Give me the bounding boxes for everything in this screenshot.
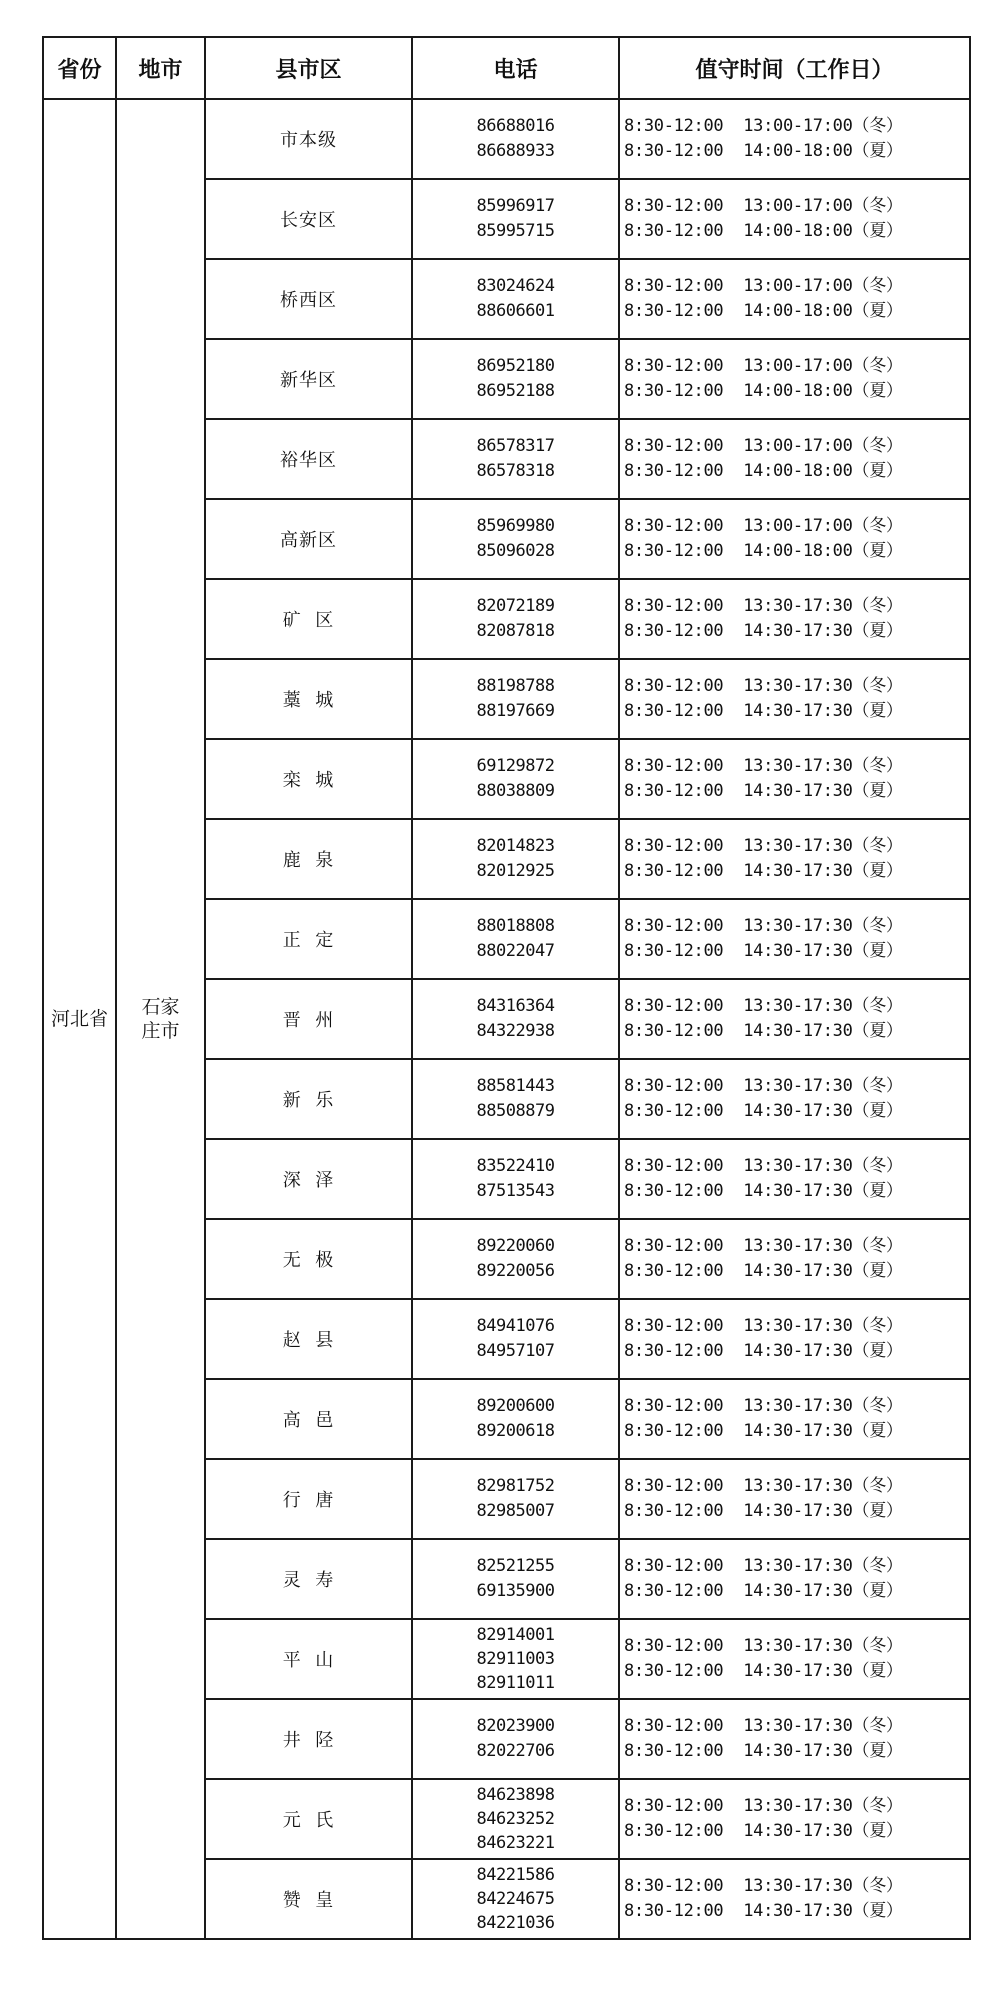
hours-cell xyxy=(619,979,970,1059)
hours-cell xyxy=(619,419,970,499)
phone-number: 88038809 xyxy=(476,781,555,801)
phone-cell xyxy=(412,1859,619,1939)
winter-hours: 8:30-12:00 13:30-17:30（冬） xyxy=(624,1476,903,1496)
phone-number: 82023900 xyxy=(476,1716,555,1736)
phone-number: 88581443 xyxy=(476,1076,555,1096)
phone-number: 84224675 xyxy=(476,1889,555,1909)
phone-number: 83522410 xyxy=(476,1156,555,1176)
header-province: 省份 xyxy=(43,37,116,99)
county-cell: 新华区 xyxy=(205,339,412,419)
winter-hours: 8:30-12:00 13:30-17:30（冬） xyxy=(624,916,903,936)
county-cell: 长安区 xyxy=(205,179,412,259)
phone-cell xyxy=(412,739,619,819)
hours-cell xyxy=(619,1379,970,1459)
phone-number: 84623221 xyxy=(476,1833,555,1853)
winter-hours: 8:30-12:00 13:00-17:00（冬） xyxy=(624,436,903,456)
phone-number: 82914001 xyxy=(476,1625,555,1645)
summer-hours: 8:30-12:00 14:30-17:30（夏） xyxy=(624,1581,903,1601)
header-city: 地市 xyxy=(116,37,205,99)
winter-hours: 8:30-12:00 13:30-17:30（冬） xyxy=(624,1076,903,1096)
summer-hours: 8:30-12:00 14:30-17:30（夏） xyxy=(624,701,903,721)
phone-number: 69129872 xyxy=(476,756,555,776)
phone-number: 85096028 xyxy=(476,541,555,561)
summer-hours: 8:30-12:00 14:30-17:30（夏） xyxy=(624,1181,903,1201)
phone-number: 86688933 xyxy=(476,141,555,161)
summer-hours: 8:30-12:00 14:30-17:30（夏） xyxy=(624,621,903,641)
county-cell: 赵 县 xyxy=(205,1299,412,1379)
summer-hours: 8:30-12:00 14:00-18:00（夏） xyxy=(624,381,903,401)
phone-cell xyxy=(412,99,619,179)
phone-number: 86578318 xyxy=(476,461,555,481)
hours-cell xyxy=(619,99,970,179)
summer-hours: 8:30-12:00 14:30-17:30（夏） xyxy=(624,1341,903,1361)
phone-cell xyxy=(412,499,619,579)
phone-number: 84221036 xyxy=(476,1913,555,1933)
duty-schedule-sheet xyxy=(42,36,969,1956)
winter-hours: 8:30-12:00 13:00-17:00（冬） xyxy=(624,516,903,536)
phone-number: 82981752 xyxy=(476,1476,555,1496)
phone-number: 84322938 xyxy=(476,1021,555,1041)
county-cell: 平 山 xyxy=(205,1619,412,1699)
phone-cell xyxy=(412,1779,619,1859)
phone-cell xyxy=(412,1059,619,1139)
phone-number: 86688016 xyxy=(476,116,555,136)
county-cell: 灵 寿 xyxy=(205,1539,412,1619)
phone-cell xyxy=(412,1379,619,1459)
phone-number: 84316364 xyxy=(476,996,555,1016)
duty-table xyxy=(42,36,971,1940)
phone-number: 89220056 xyxy=(476,1261,555,1281)
phone-number: 88198788 xyxy=(476,676,555,696)
phone-number: 82012925 xyxy=(476,861,555,881)
phone-cell xyxy=(412,579,619,659)
phone-cell xyxy=(412,899,619,979)
header-row xyxy=(43,37,970,99)
phone-number: 84941076 xyxy=(476,1316,555,1336)
hours-cell xyxy=(619,179,970,259)
phone-number: 84623898 xyxy=(476,1785,555,1805)
summer-hours: 8:30-12:00 14:00-18:00（夏） xyxy=(624,301,903,321)
phone-cell xyxy=(412,979,619,1059)
city-cell xyxy=(116,99,205,1939)
phone-cell xyxy=(412,1699,619,1779)
phone-number: 85996917 xyxy=(476,196,555,216)
county-cell: 正 定 xyxy=(205,899,412,979)
summer-hours: 8:30-12:00 14:00-18:00（夏） xyxy=(624,221,903,241)
phone-number: 82911003 xyxy=(476,1649,555,1669)
winter-hours: 8:30-12:00 13:00-17:00（冬） xyxy=(624,116,903,136)
header-hours: 值守时间（工作日） xyxy=(619,37,970,99)
phone-number: 84623252 xyxy=(476,1809,555,1829)
county-cell: 新 乐 xyxy=(205,1059,412,1139)
phone-number: 82985007 xyxy=(476,1501,555,1521)
summer-hours: 8:30-12:00 14:00-18:00（夏） xyxy=(624,461,903,481)
summer-hours: 8:30-12:00 14:30-17:30（夏） xyxy=(624,1901,903,1921)
winter-hours: 8:30-12:00 13:00-17:00（冬） xyxy=(624,196,903,216)
winter-hours: 8:30-12:00 13:30-17:30（冬） xyxy=(624,1716,903,1736)
county-cell: 矿 区 xyxy=(205,579,412,659)
hours-cell xyxy=(619,1539,970,1619)
winter-hours: 8:30-12:00 13:30-17:30（冬） xyxy=(624,596,903,616)
phone-cell xyxy=(412,179,619,259)
summer-hours: 8:30-12:00 14:00-18:00（夏） xyxy=(624,141,903,161)
phone-number: 88508879 xyxy=(476,1101,555,1121)
summer-hours: 8:30-12:00 14:30-17:30（夏） xyxy=(624,1501,903,1521)
phone-cell xyxy=(412,1299,619,1379)
county-cell: 鹿 泉 xyxy=(205,819,412,899)
phone-number: 82087818 xyxy=(476,621,555,641)
hours-cell xyxy=(619,1619,970,1699)
phone-number: 87513543 xyxy=(476,1181,555,1201)
county-cell: 栾 城 xyxy=(205,739,412,819)
summer-hours: 8:30-12:00 14:30-17:30（夏） xyxy=(624,1821,903,1841)
county-cell: 无 极 xyxy=(205,1219,412,1299)
winter-hours: 8:30-12:00 13:30-17:30（冬） xyxy=(624,1796,903,1816)
phone-cell xyxy=(412,659,619,739)
county-cell: 桥西区 xyxy=(205,259,412,339)
hours-cell xyxy=(619,1779,970,1859)
city-label: 石家庄市 xyxy=(141,996,180,1042)
phone-cell xyxy=(412,819,619,899)
phone-number: 82022706 xyxy=(476,1741,555,1761)
summer-hours: 8:30-12:00 14:30-17:30（夏） xyxy=(624,861,903,881)
county-cell: 藁 城 xyxy=(205,659,412,739)
phone-number: 84221586 xyxy=(476,1865,555,1885)
phone-number: 89200618 xyxy=(476,1421,555,1441)
phone-cell xyxy=(412,259,619,339)
hours-cell xyxy=(619,579,970,659)
phone-number: 82072189 xyxy=(476,596,555,616)
summer-hours: 8:30-12:00 14:30-17:30（夏） xyxy=(624,1101,903,1121)
hours-cell xyxy=(619,1219,970,1299)
hours-cell xyxy=(619,819,970,899)
hours-cell xyxy=(619,339,970,419)
summer-hours: 8:30-12:00 14:30-17:30（夏） xyxy=(624,1261,903,1281)
phone-number: 88197669 xyxy=(476,701,555,721)
winter-hours: 8:30-12:00 13:30-17:30（冬） xyxy=(624,1556,903,1576)
province-cell: 河北省 xyxy=(43,99,116,1939)
winter-hours: 8:30-12:00 13:00-17:00（冬） xyxy=(624,276,903,296)
winter-hours: 8:30-12:00 13:30-17:30（冬） xyxy=(624,1316,903,1336)
hours-cell xyxy=(619,1859,970,1939)
phone-cell xyxy=(412,1219,619,1299)
summer-hours: 8:30-12:00 14:30-17:30（夏） xyxy=(624,1021,903,1041)
header-county: 县市区 xyxy=(205,37,412,99)
county-cell: 深 泽 xyxy=(205,1139,412,1219)
summer-hours: 8:30-12:00 14:30-17:30（夏） xyxy=(624,1661,903,1681)
county-cell: 晋 州 xyxy=(205,979,412,1059)
summer-hours: 8:30-12:00 14:30-17:30（夏） xyxy=(624,941,903,961)
phone-cell xyxy=(412,339,619,419)
phone-number: 83024624 xyxy=(476,276,555,296)
hours-cell xyxy=(619,499,970,579)
county-cell: 行 唐 xyxy=(205,1459,412,1539)
phone-number: 89200600 xyxy=(476,1396,555,1416)
winter-hours: 8:30-12:00 13:30-17:30（冬） xyxy=(624,1236,903,1256)
phone-number: 88022047 xyxy=(476,941,555,961)
county-cell: 高 邑 xyxy=(205,1379,412,1459)
phone-cell xyxy=(412,1539,619,1619)
table-body xyxy=(43,99,970,1939)
hours-cell xyxy=(619,1299,970,1379)
summer-hours: 8:30-12:00 14:30-17:30（夏） xyxy=(624,1421,903,1441)
hours-cell xyxy=(619,899,970,979)
phone-number: 85969980 xyxy=(476,516,555,536)
winter-hours: 8:30-12:00 13:30-17:30（冬） xyxy=(624,1396,903,1416)
county-cell: 赞 皇 xyxy=(205,1859,412,1939)
summer-hours: 8:30-12:00 14:00-18:00（夏） xyxy=(624,541,903,561)
winter-hours: 8:30-12:00 13:30-17:30（冬） xyxy=(624,1636,903,1656)
county-cell: 高新区 xyxy=(205,499,412,579)
winter-hours: 8:30-12:00 13:00-17:00（冬） xyxy=(624,356,903,376)
table-row xyxy=(43,99,970,179)
phone-number: 86578317 xyxy=(476,436,555,456)
phone-number: 82911011 xyxy=(476,1673,555,1693)
hours-cell xyxy=(619,1699,970,1779)
phone-cell xyxy=(412,1459,619,1539)
winter-hours: 8:30-12:00 13:30-17:30（冬） xyxy=(624,996,903,1016)
winter-hours: 8:30-12:00 13:30-17:30（冬） xyxy=(624,756,903,776)
phone-cell xyxy=(412,419,619,499)
hours-cell xyxy=(619,1459,970,1539)
hours-cell xyxy=(619,739,970,819)
hours-cell xyxy=(619,659,970,739)
phone-number: 86952188 xyxy=(476,381,555,401)
county-cell: 市本级 xyxy=(205,99,412,179)
hours-cell xyxy=(619,1059,970,1139)
phone-number: 69135900 xyxy=(476,1581,555,1601)
summer-hours: 8:30-12:00 14:30-17:30（夏） xyxy=(624,781,903,801)
county-cell: 元 氏 xyxy=(205,1779,412,1859)
winter-hours: 8:30-12:00 13:30-17:30（冬） xyxy=(624,676,903,696)
winter-hours: 8:30-12:00 13:30-17:30（冬） xyxy=(624,1156,903,1176)
winter-hours: 8:30-12:00 13:30-17:30（冬） xyxy=(624,1876,903,1896)
winter-hours: 8:30-12:00 13:30-17:30（冬） xyxy=(624,836,903,856)
phone-number: 82521255 xyxy=(476,1556,555,1576)
phone-number: 88018808 xyxy=(476,916,555,936)
county-cell: 井 陉 xyxy=(205,1699,412,1779)
county-cell: 裕华区 xyxy=(205,419,412,499)
summer-hours: 8:30-12:00 14:30-17:30（夏） xyxy=(624,1741,903,1761)
phone-number: 85995715 xyxy=(476,221,555,241)
header-phone: 电话 xyxy=(412,37,619,99)
phone-number: 88606601 xyxy=(476,301,555,321)
phone-cell xyxy=(412,1139,619,1219)
hours-cell xyxy=(619,259,970,339)
phone-number: 82014823 xyxy=(476,836,555,856)
hours-cell xyxy=(619,1139,970,1219)
phone-number: 89220060 xyxy=(476,1236,555,1256)
phone-number: 84957107 xyxy=(476,1341,555,1361)
phone-number: 86952180 xyxy=(476,356,555,376)
phone-cell xyxy=(412,1619,619,1699)
